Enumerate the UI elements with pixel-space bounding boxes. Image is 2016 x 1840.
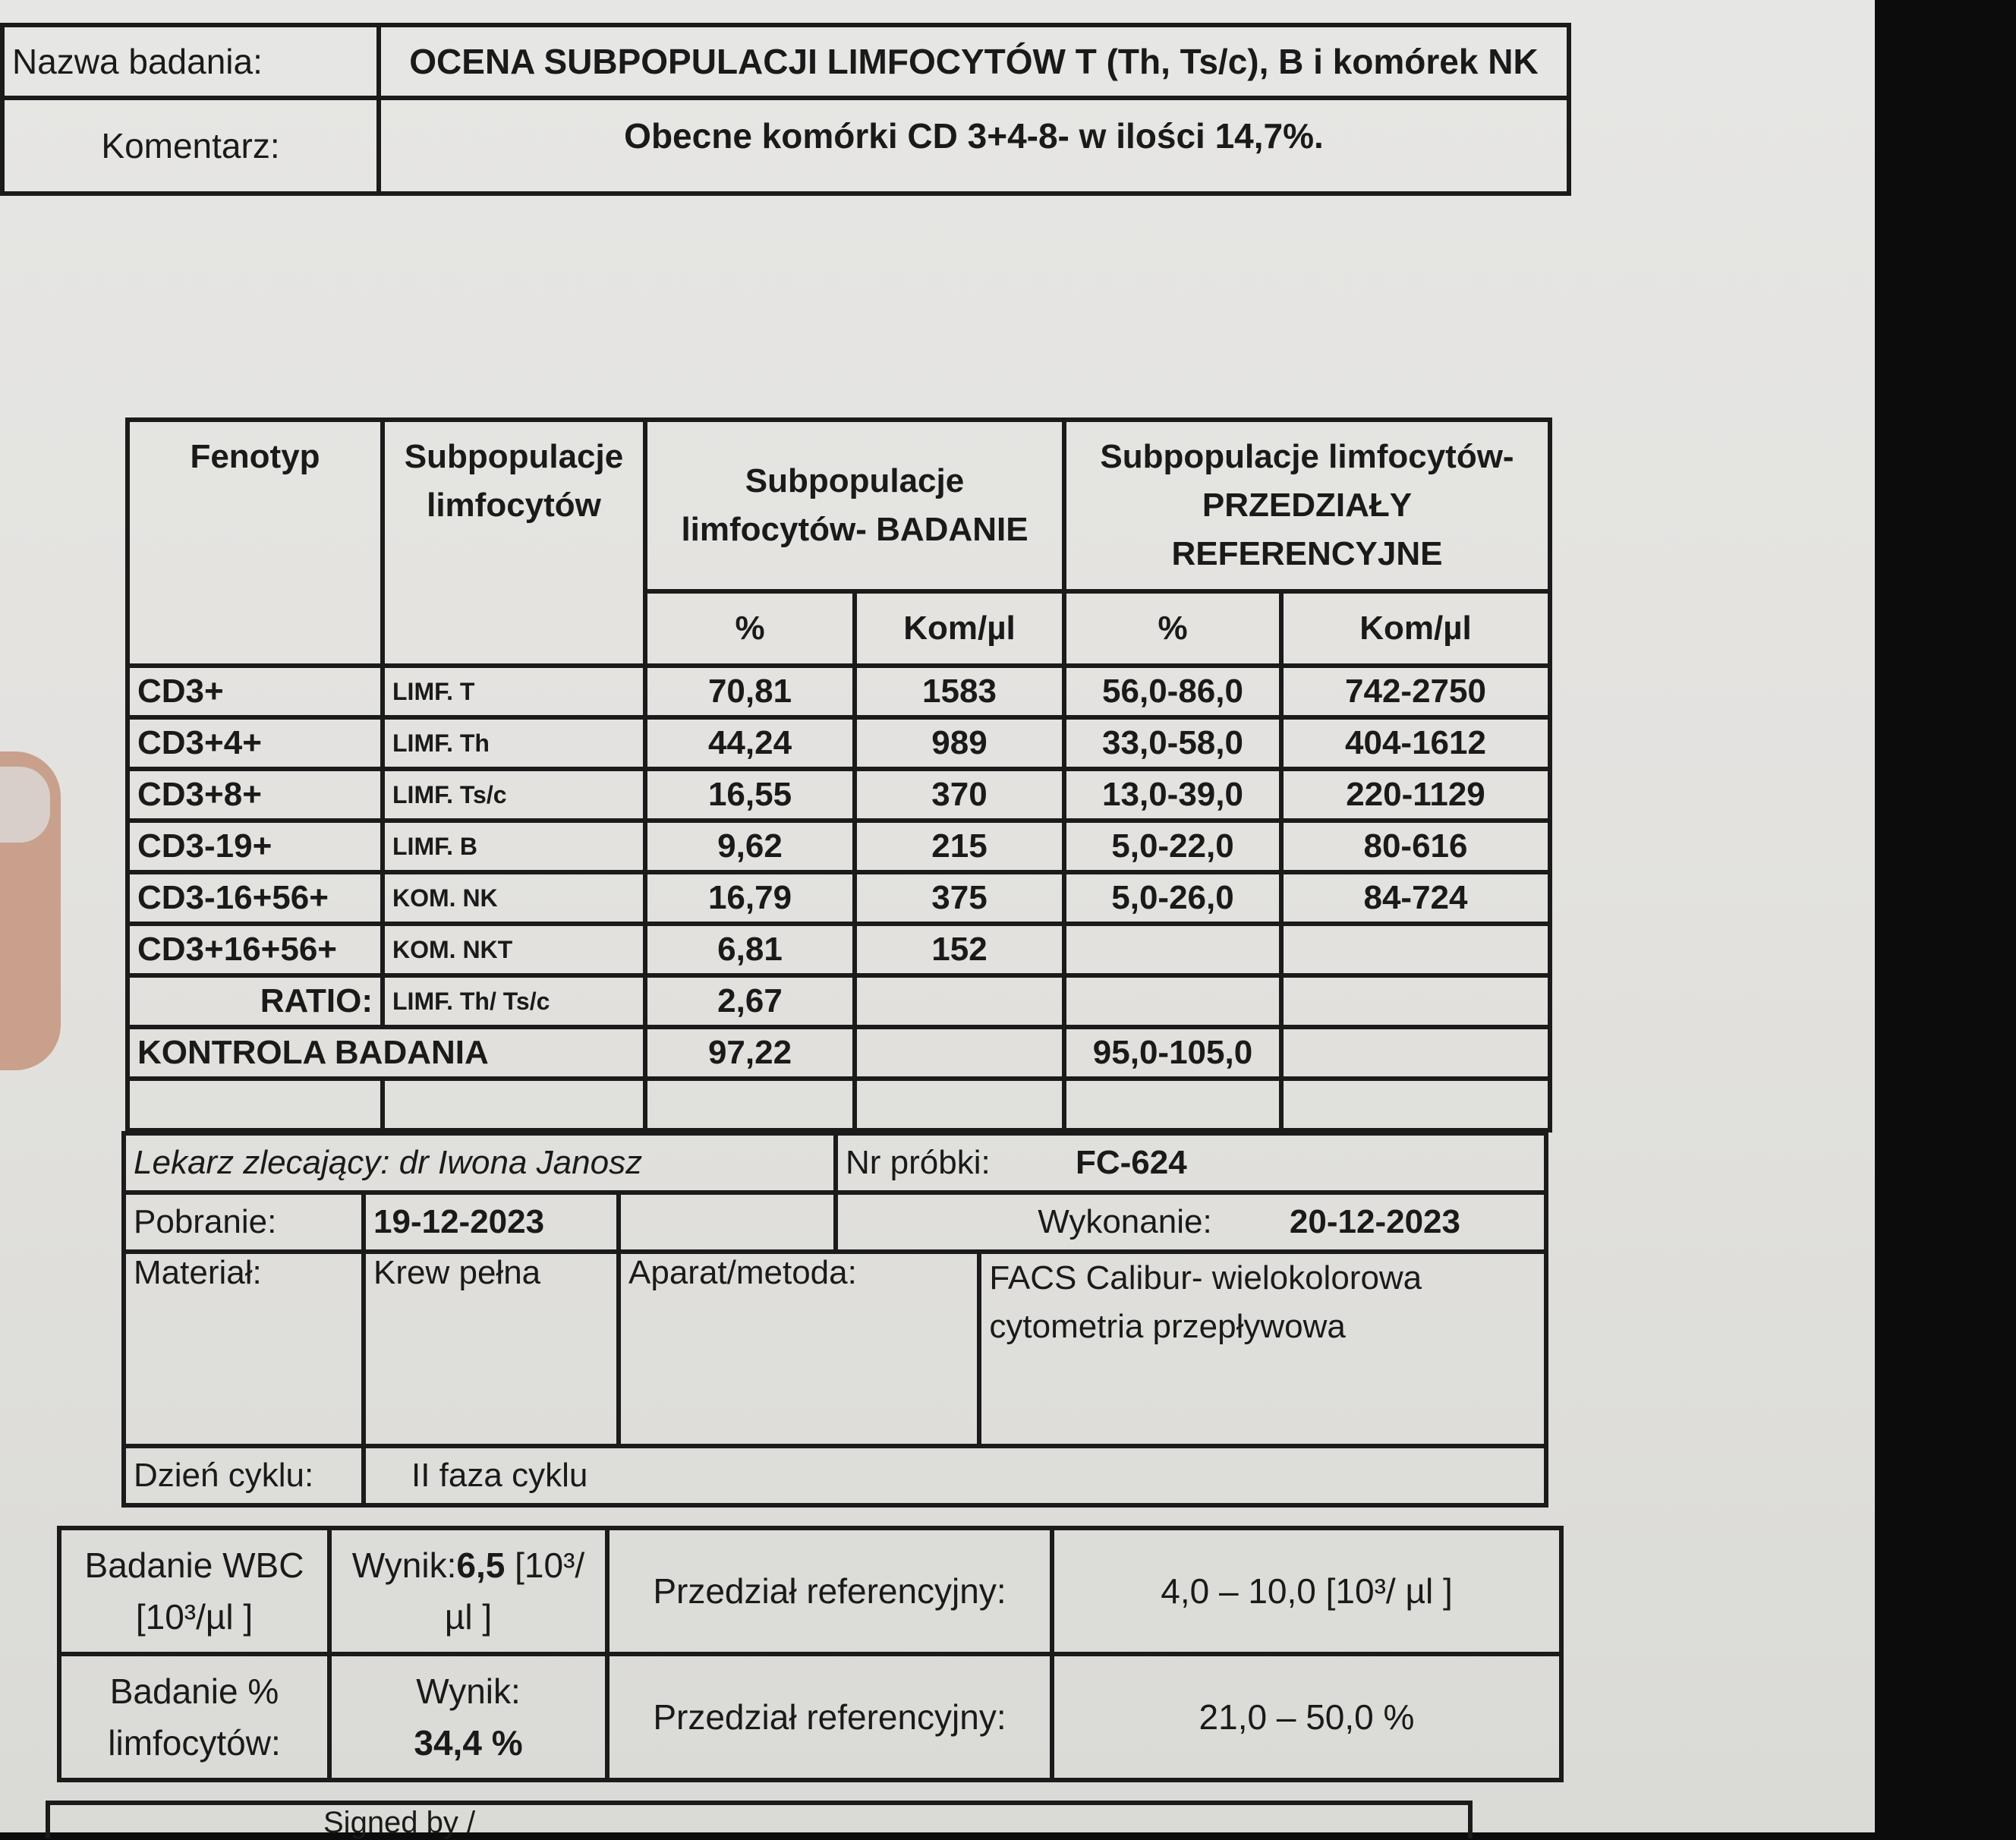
subpop-cell: LIMF. T <box>383 666 645 717</box>
table-row <box>128 872 1550 924</box>
performed-value: 20-12-2023 <box>1289 1203 1460 1240</box>
table-row <box>128 717 1550 769</box>
wbc-label: Badanie WBC [10³/µl ] <box>59 1528 329 1654</box>
pct-cell: 70,81 <box>645 666 855 717</box>
control-row <box>128 1027 1550 1079</box>
results-table <box>125 417 1552 1133</box>
kom-cell: 370 <box>855 769 1064 821</box>
wbc-ref-value: 4,0 – 10,0 [10³/ µl ] <box>1052 1528 1561 1654</box>
empty-cell <box>1281 975 1550 1027</box>
fenotyp-cell: CD3+8+ <box>128 769 383 821</box>
sample-number-label: Nr próbki: <box>846 1144 991 1181</box>
signed-by: Signed by / <box>46 1801 1473 1838</box>
control-label: KONTROLA BADANIA <box>128 1027 645 1079</box>
col-badanie-kom: Kom/µl <box>855 591 1064 666</box>
kom-cell: 152 <box>855 924 1064 975</box>
control-value: 97,22 <box>645 1027 855 1079</box>
empty-cell <box>1064 1079 1281 1130</box>
subpop-cell: LIMF. Th <box>383 717 645 769</box>
cycle-label: Dzień cyklu: <box>124 1446 364 1505</box>
col-subpopulation: Subpopulacje limfocytów <box>383 420 645 666</box>
subpop-cell: LIMF. B <box>383 821 645 872</box>
header-table <box>0 23 1571 196</box>
method-label: Aparat/metoda: <box>619 1252 979 1446</box>
lymph-result-label: Wynik: <box>416 1671 521 1711</box>
fenotyp-cell: CD3+4+ <box>128 717 383 769</box>
wbc-result <box>329 1528 607 1654</box>
empty-cell <box>1281 1079 1550 1130</box>
control-ref: 95,0-105,0 <box>1064 1027 1281 1079</box>
blank-row <box>128 1079 1550 1130</box>
col-ref-pct: % <box>1064 591 1281 666</box>
kom-cell: 989 <box>855 717 1064 769</box>
sample-number-value: FC-624 <box>1075 1144 1187 1181</box>
ref-pct-cell: 33,0-58,0 <box>1064 717 1281 769</box>
subpop-cell: LIMF. Ts/c <box>383 769 645 821</box>
table-row <box>128 924 1550 975</box>
col-badanie: Subpopulacje limfocytów- BADANIE <box>645 420 1064 591</box>
ref-kom-cell: 220-1129 <box>1281 769 1550 821</box>
lymph-result-value: 34,4 % <box>414 1723 523 1763</box>
subpop-cell: KOM. NK <box>383 872 645 924</box>
method-value: FACS Calibur- wielokolorowa cytometria przepływowa <box>979 1252 1546 1446</box>
empty-cell <box>855 1027 1064 1079</box>
table-row <box>128 666 1550 717</box>
ref-kom-cell: 404-1612 <box>1281 717 1550 769</box>
wbc-table <box>57 1526 1564 1782</box>
pct-cell: 9,62 <box>645 821 855 872</box>
ref-kom-cell: 80-616 <box>1281 821 1550 872</box>
sample-info-table <box>121 1131 1548 1508</box>
cycle-value: II faza cyklu <box>364 1446 1546 1505</box>
ratio-value: 2,67 <box>645 975 855 1027</box>
lymph-result <box>329 1654 607 1780</box>
lymph-ref-label: Przedział referencyjny: <box>607 1654 1052 1780</box>
test-name-value: OCENA SUBPOPULACJI LIMFOCYTÓW T (Th, Ts/c), B i komórek NK <box>379 25 1569 98</box>
empty-cell <box>855 975 1064 1027</box>
wbc-ref-label: Przedział referencyjny: <box>607 1528 1052 1654</box>
fingernail <box>0 767 50 843</box>
performed-label: Wykonanie: <box>1038 1203 1212 1240</box>
lymph-ref-value: 21,0 – 50,0 % <box>1052 1654 1561 1780</box>
empty-cell <box>1064 975 1281 1027</box>
empty-cell <box>1281 1027 1550 1079</box>
wbc-result-value: 6,5 <box>456 1545 506 1585</box>
lymph-label: Badanie % limfocytów: <box>59 1654 329 1780</box>
ref-pct-cell: 13,0-39,0 <box>1064 769 1281 821</box>
pct-cell: 16,55 <box>645 769 855 821</box>
collection-date: 19-12-2023 <box>364 1193 619 1252</box>
wbc-result-unit: [10³/ µl ] <box>444 1545 585 1637</box>
fenotyp-cell: CD3-16+56+ <box>128 872 383 924</box>
pct-cell: 6,81 <box>645 924 855 975</box>
test-name-label: Nazwa badania: <box>2 25 379 98</box>
collection-label: Pobranie: <box>124 1193 364 1252</box>
sample-number <box>836 1133 1546 1193</box>
ref-pct-cell <box>1064 924 1281 975</box>
ref-pct-cell: 5,0-22,0 <box>1064 821 1281 872</box>
pct-cell: 44,24 <box>645 717 855 769</box>
comment-value: Obecne komórki CD 3+4-8- w ilości 14,7%. <box>379 98 1569 194</box>
material-value: Krew pełna <box>364 1252 619 1446</box>
pct-cell: 16,79 <box>645 872 855 924</box>
empty-cell <box>619 1193 836 1252</box>
kom-cell: 215 <box>855 821 1064 872</box>
comment-label: Komentarz: <box>2 98 379 194</box>
ratio-subpop: LIMF. Th/ Ts/c <box>383 975 645 1027</box>
ratio-label: RATIO: <box>128 975 383 1027</box>
col-badanie-pct: % <box>645 591 855 666</box>
table-row <box>128 769 1550 821</box>
ref-kom-cell: 84-724 <box>1281 872 1550 924</box>
kom-cell: 1583 <box>855 666 1064 717</box>
table-row <box>128 821 1550 872</box>
ordering-doctor: Lekarz zlecający: dr Iwona Janosz <box>124 1133 836 1193</box>
ref-pct-cell: 5,0-26,0 <box>1064 872 1281 924</box>
fenotyp-cell: CD3-19+ <box>128 821 383 872</box>
performed-date <box>836 1193 1546 1252</box>
ratio-row <box>128 975 1550 1027</box>
ref-pct-cell: 56,0-86,0 <box>1064 666 1281 717</box>
fenotyp-cell: CD3+16+56+ <box>128 924 383 975</box>
col-fenotyp: Fenotyp <box>128 420 383 666</box>
empty-cell <box>383 1079 645 1130</box>
material-label: Materiał: <box>124 1252 364 1446</box>
ref-kom-cell: 742-2750 <box>1281 666 1550 717</box>
kom-cell: 375 <box>855 872 1064 924</box>
empty-cell <box>855 1079 1064 1130</box>
empty-cell <box>645 1079 855 1130</box>
subpop-cell: KOM. NKT <box>383 924 645 975</box>
ref-kom-cell <box>1281 924 1550 975</box>
col-reference: Subpopulacje limfocytów- PRZEDZIAŁY REFERENCYJNE <box>1064 420 1550 591</box>
empty-cell <box>128 1079 383 1130</box>
fenotyp-cell: CD3+ <box>128 666 383 717</box>
col-ref-kom: Kom/µl <box>1281 591 1550 666</box>
wbc-result-label: Wynik: <box>351 1545 457 1585</box>
